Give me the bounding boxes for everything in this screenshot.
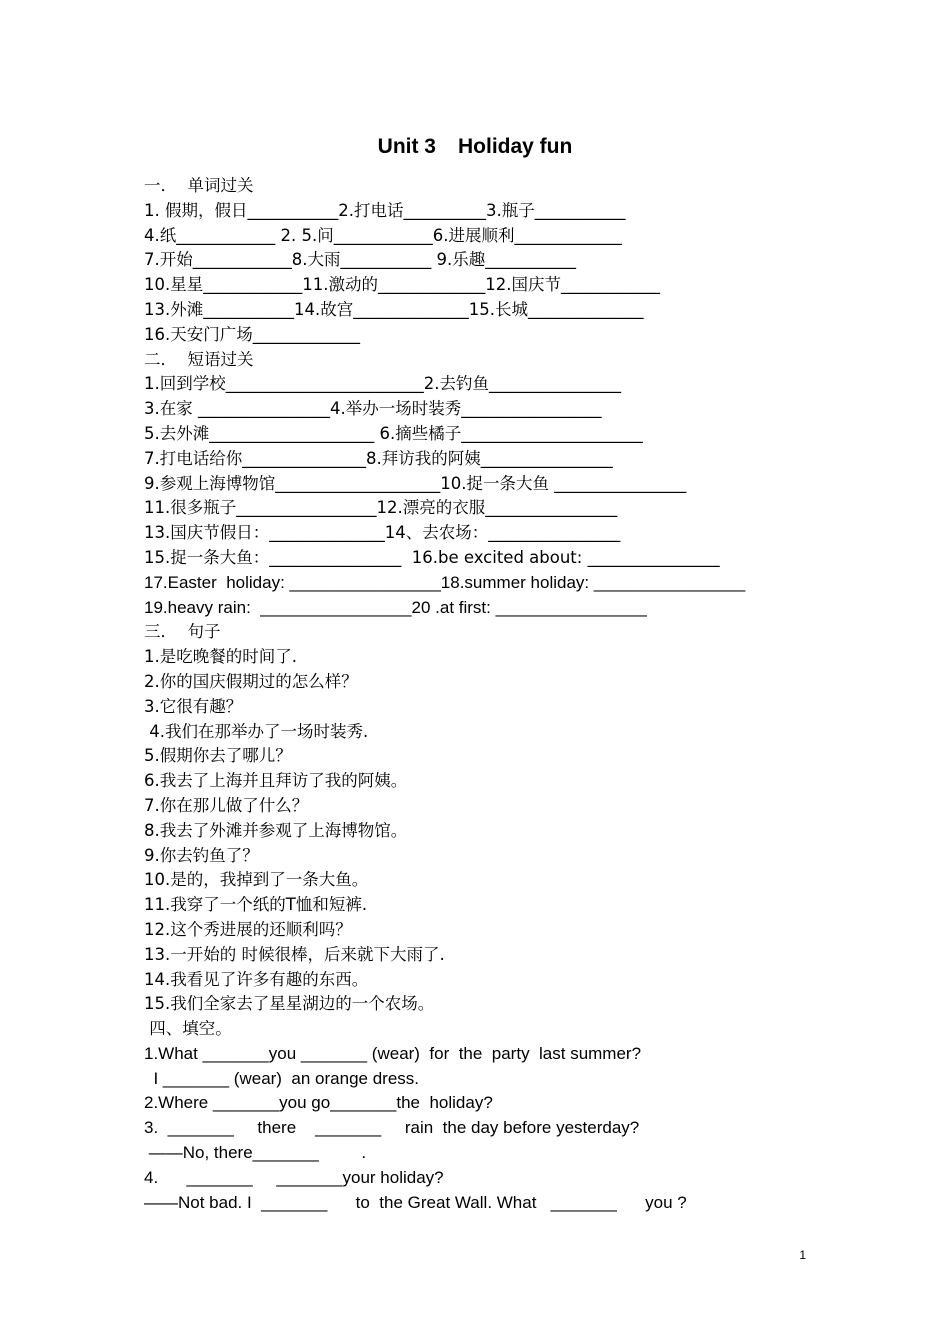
sentence-item: 2.你的国庆假期过的怎么样？ (144, 671, 358, 691)
sentence-item: 9.你去钓鱼了？ (144, 845, 259, 865)
section-heading: 一． 单词过关 (144, 176, 254, 195)
sentence-item: 12.这个秀进展的还顺利吗？ (144, 919, 352, 939)
unit-label: Unit 3 (377, 135, 436, 158)
sentence-item: 5.假期你去了哪儿？ (144, 746, 292, 766)
sentence-item: 14.我看见了许多有趣的东西。 (144, 969, 369, 989)
sentence-item: 4.我们在那举办了一场时装秀. (144, 721, 369, 741)
text-line: 5.去外滩____________________ 6.摘些橘子______________________ (144, 423, 643, 443)
text-line: 13.外滩___________14.故宫______________15.长城______________ (144, 299, 644, 319)
sentence-item: 10.是的，我掉到了一条大鱼。 (144, 870, 369, 890)
sentence-item: 11.我穿了一个纸的T恤和短裤. (144, 895, 368, 915)
page-title (0, 132, 950, 162)
sentence-item: 15.我们全家去了星星湖边的一个农场。 (144, 994, 435, 1014)
text-line: 15.捉一条大鱼：________________ 16.be excited about: ________________ (144, 547, 720, 567)
text-line: 11.很多瓶子_________________12.漂亮的衣服________________ (144, 498, 618, 518)
fill-blank-line: 2.Where _______you go_______the holiday? (144, 1093, 493, 1113)
text-line: 19.heavy rain: ________________20 .at first: ________________ (144, 597, 647, 617)
sentence-item: 8.我去了外滩并参观了上海博物馆。 (144, 820, 408, 840)
fill-blank-line: ——Not bad. I _______ to the Great Wall. What _______ you ? (144, 1192, 687, 1212)
sentence-item: 3.它很有趣？ (144, 696, 243, 716)
section-heading: 二． 短语过关 (144, 349, 254, 369)
text-line: 17.Easter holiday: ________________18.summer holiday: ________________ (144, 572, 746, 592)
sentence-item: 1.是吃晚餐的时间了. (144, 647, 297, 667)
fill-blank-line: 4. _______ _______your holiday? (144, 1167, 444, 1187)
text-line: 1. 假期，假日___________2.打电话__________3.瓶子___________ (144, 200, 626, 220)
unit-name: Holiday fun (458, 135, 573, 158)
text-line: 7.打电话给你_______________8.拜访我的阿姨________________ (144, 448, 613, 468)
text-line: 1.回到学校________________________2.去钓鱼________________ (144, 374, 621, 394)
worksheet-body (144, 174, 844, 1215)
page-number: 1 (799, 1248, 806, 1262)
text-line: 9.参观上海博物馆____________________10.捉一条大鱼 ________________ (144, 473, 687, 493)
text-line: 13.国庆节假日：______________14、去农场：________________ (144, 523, 621, 543)
text-line: 16.天安门广场_____________ (144, 324, 360, 344)
fill-blank-line: I _______ (wear) an orange dress. (144, 1068, 419, 1088)
section-heading: 三． 句子 (144, 622, 221, 642)
fill-blank-line: 1.What _______you _______ (wear) for the party last summer? (144, 1043, 642, 1063)
section-heading: 四、填空。 (144, 1019, 232, 1039)
fill-blank-line: ——No, there_______ . (144, 1143, 367, 1163)
sentence-item: 7.你在那儿做了什么？ (144, 795, 309, 815)
text-line: 4.纸____________ 2. 5.问____________6.进展顺利_____________ (144, 225, 622, 245)
sentence-item: 13.一开始的 时候很棒，后来就下大雨了. (144, 944, 445, 964)
text-line: 10.星星____________11.激动的_____________12.国庆节____________ (144, 275, 660, 295)
text-line: 3.在家 ________________4.举办一场时装秀_________________ (144, 399, 602, 419)
fill-blank-line: 3. _______ there _______ rain the day before yesterday? (144, 1118, 640, 1138)
text-line: 7.开始____________8.大雨___________ 9.乐趣___________ (144, 250, 576, 270)
sentence-item: 6.我去了上海并且拜访了我的阿姨。 (144, 771, 408, 791)
